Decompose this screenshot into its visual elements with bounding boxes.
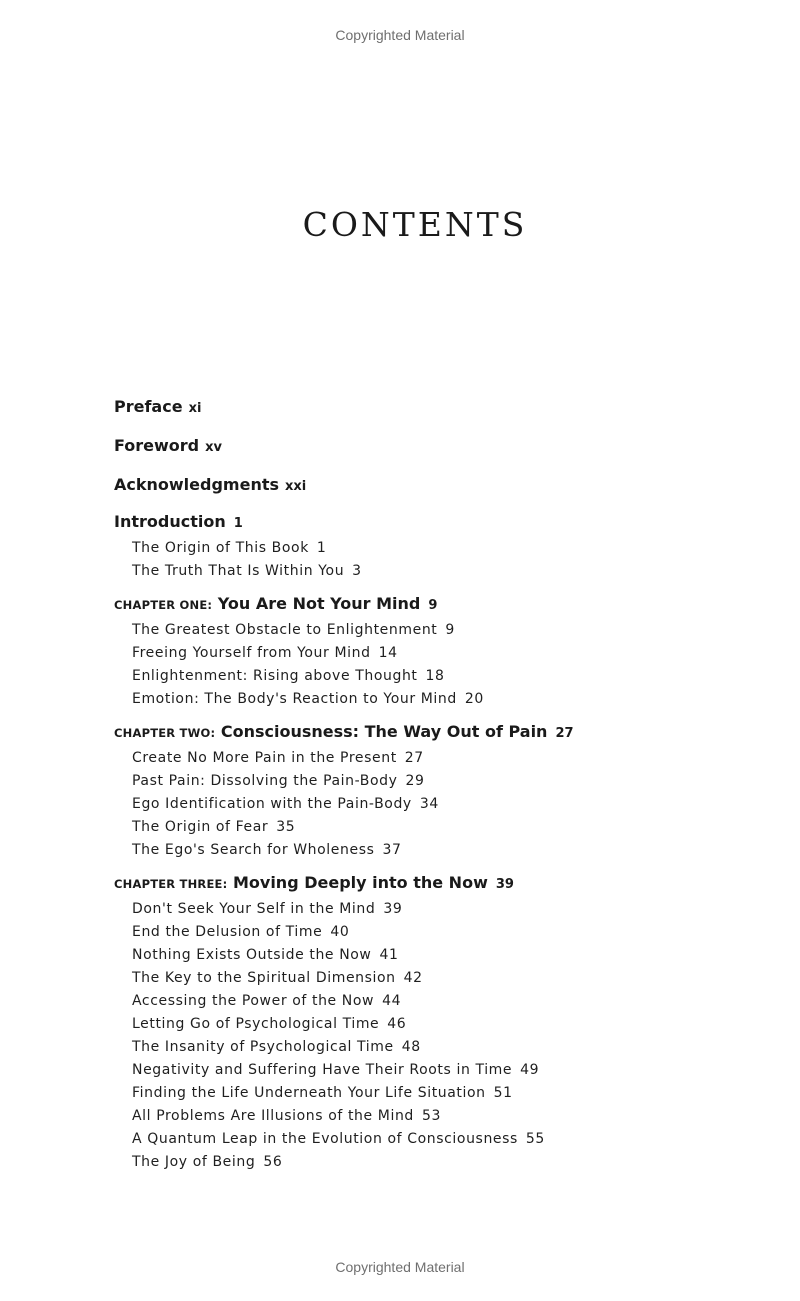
entry-page: xxi	[285, 479, 307, 494]
section-page: 55	[525, 1131, 545, 1147]
chapter-title: Consciousness: The Way Out of Pain	[220, 722, 548, 741]
section-title: The Greatest Obstacle to Enlightenment	[132, 622, 438, 638]
section-item	[114, 967, 794, 990]
entry-title: Introduction	[114, 512, 226, 531]
section-item	[114, 921, 794, 944]
section-title: Letting Go of Psychological Time	[132, 1016, 380, 1032]
section-item	[114, 793, 794, 816]
section-item	[114, 560, 794, 583]
chapter-label: CHAPTER THREE:	[114, 877, 228, 891]
section-page: 49	[520, 1062, 540, 1078]
section-list	[114, 747, 794, 862]
section-title: Ego Identification with the Pain-Body	[132, 796, 412, 812]
chapter-heading	[114, 870, 794, 898]
section-item	[114, 1013, 794, 1036]
toc-group-chapter-two	[114, 719, 794, 862]
section-title: The Origin of Fear	[132, 819, 269, 835]
entry-page: 1	[233, 516, 243, 531]
section-title: Accessing the Power of the Now	[132, 993, 375, 1009]
section-item	[114, 1082, 794, 1105]
section-page: 42	[403, 970, 423, 986]
entry-title: Acknowledgments	[114, 475, 279, 494]
section-title: All Problems Are Illusions of the Mind	[132, 1108, 414, 1124]
section-title: Emotion: The Body's Reaction to Your Mind	[132, 691, 457, 707]
section-page: 18	[425, 668, 445, 684]
section-page: 9	[445, 622, 455, 638]
section-page: 48	[401, 1039, 421, 1055]
chapter-label: CHAPTER ONE:	[114, 598, 213, 612]
section-title: The Ego's Search for Wholeness	[132, 842, 375, 858]
watermark-top: Copyrighted Material	[335, 27, 465, 43]
chapter-page: 9	[428, 598, 438, 613]
watermark-bottom: Copyrighted Material	[335, 1259, 465, 1275]
section-item	[114, 990, 794, 1013]
section-item	[114, 747, 794, 770]
section-page: 27	[404, 750, 424, 766]
section-title: The Insanity of Psychological Time	[132, 1039, 394, 1055]
section-item	[114, 619, 794, 642]
section-item	[114, 642, 794, 665]
section-page: 41	[379, 947, 399, 963]
section-page: 20	[464, 691, 484, 707]
section-page: 51	[493, 1085, 513, 1101]
section-item	[114, 1105, 794, 1128]
chapter-page: 39	[495, 877, 514, 892]
entry-page: xv	[205, 440, 222, 455]
chapter-label: CHAPTER TWO:	[114, 726, 216, 740]
section-page: 1	[316, 540, 327, 556]
chapter-title: Moving Deeply into the Now	[232, 873, 488, 892]
toc-entry-preface	[114, 392, 794, 424]
section-item	[114, 944, 794, 967]
section-page: 46	[387, 1016, 407, 1032]
toc-group-introduction	[114, 509, 794, 583]
section-page: 56	[263, 1154, 283, 1170]
section-item	[114, 1151, 794, 1174]
section-page: 29	[405, 773, 425, 789]
section-item	[114, 839, 794, 862]
section-page: 39	[383, 901, 403, 917]
section-page: 3	[352, 563, 362, 579]
section-title: The Truth That Is Within You	[132, 563, 345, 579]
section-list	[114, 898, 794, 1174]
section-list	[114, 619, 794, 711]
section-item	[114, 1059, 794, 1082]
section-item	[114, 816, 794, 839]
section-page: 53	[421, 1108, 441, 1124]
section-title: Don't Seek Your Self in the Mind	[132, 901, 376, 917]
section-title: Finding the Life Underneath Your Life Situation	[132, 1085, 486, 1101]
toc-entry-acknowledgments	[114, 470, 794, 502]
entry-title: Foreword	[114, 436, 200, 455]
section-item	[114, 688, 794, 711]
section-title: Past Pain: Dissolving the Pain-Body	[132, 773, 398, 789]
toc-entry-foreword	[114, 431, 794, 463]
chapter-title: You Are Not Your Mind	[217, 594, 421, 613]
section-item	[114, 1128, 794, 1151]
table-of-contents	[114, 392, 794, 1182]
chapter-heading	[114, 591, 794, 619]
section-title: The Origin of This Book	[132, 540, 309, 556]
toc-group-chapter-one	[114, 591, 794, 711]
section-title: The Key to the Spiritual Dimension	[132, 970, 396, 986]
section-item	[114, 665, 794, 688]
page-title: CONTENTS	[302, 205, 528, 244]
section-title: Create No More Pain in the Present	[132, 750, 397, 766]
chapter-heading	[114, 719, 794, 747]
entry-page: xi	[188, 401, 202, 416]
section-item	[114, 537, 794, 560]
section-item	[114, 1036, 794, 1059]
toc-group-chapter-three	[114, 870, 794, 1174]
section-title: Negativity and Suffering Have Their Roots in Time	[132, 1062, 513, 1078]
section-page: 34	[419, 796, 439, 812]
section-page: 37	[382, 842, 402, 858]
section-page: 44	[382, 993, 402, 1009]
section-title: A Quantum Leap in the Evolution of Consciousness	[132, 1131, 518, 1147]
section-title: The Joy of Being	[132, 1154, 256, 1170]
section-page: 35	[276, 819, 296, 835]
section-title: Nothing Exists Outside the Now	[132, 947, 372, 963]
section-page: 40	[330, 924, 350, 940]
section-item	[114, 898, 794, 921]
chapter-page: 27	[555, 726, 574, 741]
toc-entry-introduction	[114, 509, 794, 537]
entry-title: Preface	[114, 397, 183, 416]
section-title: End the Delusion of Time	[132, 924, 323, 940]
section-list	[114, 537, 794, 583]
section-page: 14	[378, 645, 398, 661]
section-title: Freeing Yourself from Your Mind	[132, 645, 371, 661]
section-item	[114, 770, 794, 793]
section-title: Enlightenment: Rising above Thought	[132, 668, 418, 684]
